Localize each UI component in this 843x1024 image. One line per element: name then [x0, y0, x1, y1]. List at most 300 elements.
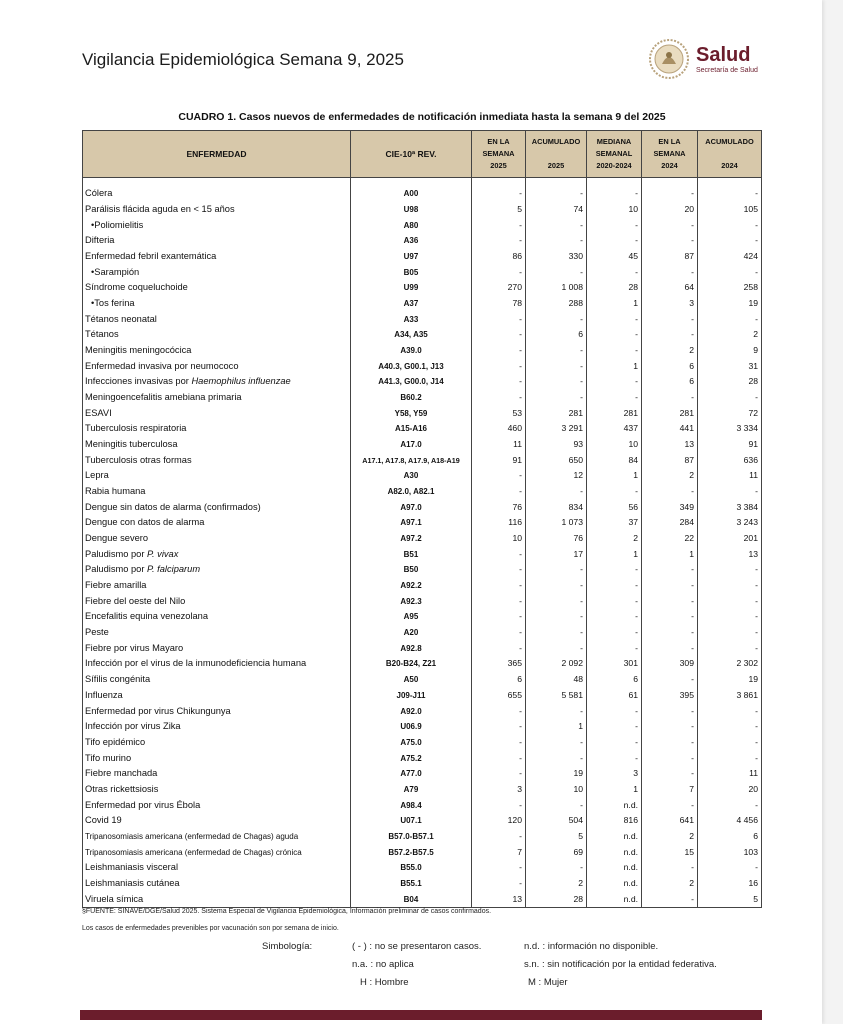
median-value: 3 — [587, 766, 642, 782]
median-value: - — [587, 735, 642, 751]
cie-code: U97 — [351, 249, 472, 265]
table-spacer-row — [83, 178, 762, 187]
disease-label: •Poliomielitis — [91, 219, 144, 230]
accumulated-2025-value: 5 581 — [526, 688, 587, 704]
week-2025-value: - — [472, 358, 526, 374]
cie-code: A97.1 — [351, 515, 472, 531]
week-2024-value: - — [642, 609, 698, 625]
disease-name — [83, 844, 351, 860]
cie-code: A40.3, G00.1, J13 — [351, 358, 472, 374]
accumulated-2024-value: 3 861 — [698, 688, 762, 704]
disease-name — [83, 750, 351, 766]
week-2024-value: - — [642, 562, 698, 578]
week-2025-value: 5 — [472, 202, 526, 218]
disease-name — [83, 390, 351, 406]
disease-name — [83, 609, 351, 625]
disease-label: Lepra — [85, 470, 109, 481]
week-2024-value: 284 — [642, 515, 698, 531]
accumulated-2025-value: - — [526, 703, 587, 719]
week-2024-value: 6 — [642, 374, 698, 390]
cie-code: A34, A35 — [351, 327, 472, 343]
accumulated-2025-value: 2 092 — [526, 656, 587, 672]
disease-name — [83, 593, 351, 609]
week-2024-value: 6 — [642, 358, 698, 374]
disease-name — [83, 499, 351, 515]
disease-label: Meningoencefalitis amebiana primaria — [85, 392, 242, 403]
header-week-2024 — [642, 131, 698, 178]
week-2024-value: 281 — [642, 405, 698, 421]
table-row — [83, 766, 762, 782]
header-accumulated-2024 — [698, 131, 762, 178]
disease-name — [83, 829, 351, 845]
accumulated-2024-value: 28 — [698, 374, 762, 390]
cie-code: Y58, Y59 — [351, 405, 472, 421]
table-row — [83, 186, 762, 202]
disease-label: Tifo epidémico — [85, 736, 146, 747]
header-line: SEMANA — [653, 149, 686, 158]
accumulated-2024-value: 31 — [698, 358, 762, 374]
median-value: 84 — [587, 452, 642, 468]
accumulated-2025-value: 2 — [526, 876, 587, 892]
accumulated-2025-value: 17 — [526, 546, 587, 562]
accumulated-2025-value: 48 — [526, 672, 587, 688]
week-2025-value: - — [472, 374, 526, 390]
table-row — [83, 703, 762, 719]
median-value: 10 — [587, 437, 642, 453]
disease-name — [83, 766, 351, 782]
accumulated-2025-value: 5 — [526, 829, 587, 845]
disease-label: Sífilis congénita — [85, 674, 151, 685]
footnote-note: Los casos de enfermedades prevenibles por vacunación son por semana de inicio. — [82, 925, 339, 932]
symbology-nd: n.d. : información no disponible. — [524, 941, 659, 952]
week-2024-value: 22 — [642, 531, 698, 547]
week-2024-value: - — [642, 593, 698, 609]
cie-code: A97.0 — [351, 499, 472, 515]
week-2024-value: - — [642, 860, 698, 876]
week-2025-value: - — [472, 343, 526, 359]
week-2024-value: 15 — [642, 844, 698, 860]
table-row — [83, 264, 762, 280]
median-value: - — [587, 217, 642, 233]
cases-table — [82, 130, 762, 908]
week-2025-value: 120 — [472, 813, 526, 829]
cie-code: A98.4 — [351, 797, 472, 813]
disease-label: Infección por virus Zika — [85, 721, 181, 732]
week-2024-value: 441 — [642, 421, 698, 437]
median-value: 10 — [587, 202, 642, 218]
week-2024-value: - — [642, 750, 698, 766]
header-line: SEMANAL — [595, 149, 633, 158]
accumulated-2024-value: 91 — [698, 437, 762, 453]
disease-label-italic: Haemophilus influenzae — [191, 376, 291, 387]
table-row — [83, 672, 762, 688]
table-body — [83, 178, 762, 908]
disease-label: Fiebre manchada — [85, 768, 158, 779]
week-2025-value: - — [472, 562, 526, 578]
accumulated-2025-value: 19 — [526, 766, 587, 782]
accumulated-2024-value: - — [698, 640, 762, 656]
accumulated-2024-value: 11 — [698, 766, 762, 782]
header-line: SEMANA — [482, 149, 515, 158]
cie-code: A30 — [351, 468, 472, 484]
table-row — [83, 233, 762, 249]
disease-label: Otras rickettsiosis — [85, 783, 159, 794]
accumulated-2025-value: 330 — [526, 249, 587, 265]
cie-code: A82.0, A82.1 — [351, 484, 472, 500]
cie-code: A95 — [351, 609, 472, 625]
table-row — [83, 625, 762, 641]
week-2025-value: - — [472, 264, 526, 280]
disease-label: Enfermedad febril exantemática — [85, 251, 217, 262]
disease-label: Difteria — [85, 235, 115, 246]
week-2025-value: - — [472, 703, 526, 719]
cie-code: A39.0 — [351, 343, 472, 359]
disease-name — [83, 625, 351, 641]
accumulated-2025-value: - — [526, 186, 587, 202]
accumulated-2024-value: 19 — [698, 672, 762, 688]
disease-name — [83, 249, 351, 265]
disease-label: Dengue con datos de alarma — [85, 517, 205, 528]
disease-label: Viruela símica — [85, 893, 144, 904]
cie-code: A92.3 — [351, 593, 472, 609]
header-line: 2024 — [721, 161, 738, 170]
week-2024-value: 349 — [642, 499, 698, 515]
accumulated-2024-value: - — [698, 735, 762, 751]
table-row — [83, 217, 762, 233]
disease-name — [83, 468, 351, 484]
cie-code: A37 — [351, 296, 472, 312]
accumulated-2024-value: - — [698, 484, 762, 500]
disease-name — [83, 452, 351, 468]
week-2024-value: - — [642, 217, 698, 233]
median-value: 61 — [587, 688, 642, 704]
disease-label: Tuberculosis respiratoria — [85, 423, 187, 434]
week-2024-value: - — [642, 891, 698, 907]
accumulated-2025-value: - — [526, 625, 587, 641]
disease-label: Dengue sin datos de alarma (confirmados) — [85, 501, 261, 512]
median-value: n.d. — [587, 860, 642, 876]
cie-code: U98 — [351, 202, 472, 218]
accumulated-2025-value: 76 — [526, 531, 587, 547]
week-2024-value: - — [642, 703, 698, 719]
accumulated-2025-value: - — [526, 797, 587, 813]
accumulated-2024-value: 72 — [698, 405, 762, 421]
accumulated-2024-value: - — [698, 593, 762, 609]
disease-label-italic: P. vivax — [147, 548, 179, 559]
median-value: 2 — [587, 531, 642, 547]
week-2024-value: - — [642, 233, 698, 249]
median-value: n.d. — [587, 829, 642, 845]
disease-name — [83, 264, 351, 280]
disease-label: Enfermedad por virus Chikungunya — [85, 705, 231, 716]
week-2025-value: - — [472, 217, 526, 233]
page-title: Vigilancia Epidemiológica Semana 9, 2025 — [82, 50, 404, 69]
median-value: n.d. — [587, 844, 642, 860]
accumulated-2025-value: - — [526, 264, 587, 280]
disease-name — [83, 797, 351, 813]
accumulated-2024-value: 103 — [698, 844, 762, 860]
table-row — [83, 327, 762, 343]
accumulated-2024-value: 3 334 — [698, 421, 762, 437]
disease-label: Infección por el virus de la inmunodeficiencia humana — [85, 658, 307, 669]
header-line: ACUMULADO — [531, 137, 581, 146]
week-2025-value: - — [472, 876, 526, 892]
week-2024-value: 1 — [642, 546, 698, 562]
accumulated-2025-value: 10 — [526, 782, 587, 798]
cie-code: U07.1 — [351, 813, 472, 829]
week-2025-value: 91 — [472, 452, 526, 468]
week-2024-value: - — [642, 735, 698, 751]
accumulated-2025-value: - — [526, 358, 587, 374]
median-value: 816 — [587, 813, 642, 829]
cie-code: U06.9 — [351, 719, 472, 735]
week-2024-value: 2 — [642, 343, 698, 359]
table-row — [83, 202, 762, 218]
disease-name — [83, 374, 351, 390]
week-2025-value: - — [472, 860, 526, 876]
cie-code: J09-J11 — [351, 688, 472, 704]
week-2025-value: 365 — [472, 656, 526, 672]
week-2025-value: - — [472, 233, 526, 249]
disease-label: Meningitis tuberculosa — [85, 439, 178, 450]
disease-name — [83, 358, 351, 374]
week-2025-value: 76 — [472, 499, 526, 515]
table-row — [83, 876, 762, 892]
table-row — [83, 531, 762, 547]
accumulated-2024-value: 258 — [698, 280, 762, 296]
table-row — [83, 640, 762, 656]
accumulated-2025-value: 1 — [526, 719, 587, 735]
footnote-source: §FUENTE: SINAVE/DGE/Salud 2025. Sistema Especial de Vigilancia Epidemiológica, Información preliminar de casos confirmados. — [82, 908, 492, 915]
cie-code: B20-B24, Z21 — [351, 656, 472, 672]
accumulated-2024-value: - — [698, 217, 762, 233]
accumulated-2025-value: - — [526, 735, 587, 751]
disease-name — [83, 484, 351, 500]
accumulated-2025-value: - — [526, 593, 587, 609]
disease-label: Covid 19 — [85, 815, 122, 826]
disease-name — [83, 782, 351, 798]
week-2025-value: - — [472, 750, 526, 766]
accumulated-2024-value: 424 — [698, 249, 762, 265]
accumulated-2025-value: 3 291 — [526, 421, 587, 437]
cie-code: A41.3, G00.0, J14 — [351, 374, 472, 390]
median-value: - — [587, 562, 642, 578]
median-value: - — [587, 186, 642, 202]
median-value: - — [587, 374, 642, 390]
accumulated-2024-value: - — [698, 233, 762, 249]
header-line: 2025 — [547, 161, 565, 170]
median-value: - — [587, 264, 642, 280]
median-value: 301 — [587, 656, 642, 672]
week-2025-value: - — [472, 609, 526, 625]
header-week-2025 — [472, 131, 526, 178]
week-2024-value: 3 — [642, 296, 698, 312]
week-2025-value: 13 — [472, 891, 526, 907]
week-2025-value: 11 — [472, 437, 526, 453]
disease-label: Paludismo por — [85, 548, 148, 559]
disease-name — [83, 280, 351, 296]
week-2024-value: 13 — [642, 437, 698, 453]
footer-bar — [80, 1010, 762, 1020]
median-value: - — [587, 625, 642, 641]
week-2025-value: - — [472, 186, 526, 202]
table-row — [83, 688, 762, 704]
week-2025-value: - — [472, 719, 526, 735]
week-2025-value: - — [472, 311, 526, 327]
table-row — [83, 405, 762, 421]
median-value: n.d. — [587, 891, 642, 907]
median-value: - — [587, 593, 642, 609]
table-row — [83, 719, 762, 735]
accumulated-2024-value: - — [698, 719, 762, 735]
accumulated-2025-value: 93 — [526, 437, 587, 453]
disease-name — [83, 343, 351, 359]
header-line: ACUMULADO — [705, 137, 754, 146]
disease-label: Fiebre amarilla — [85, 580, 147, 591]
accumulated-2024-value: 4 456 — [698, 813, 762, 829]
cie-code: A00 — [351, 186, 472, 202]
accumulated-2025-value: 74 — [526, 202, 587, 218]
header-line: 2025 — [490, 161, 507, 170]
accumulated-2024-value: - — [698, 390, 762, 406]
header-line: MEDIANA — [596, 137, 632, 146]
accumulated-2024-value: 201 — [698, 531, 762, 547]
disease-name — [83, 531, 351, 547]
week-2024-value: - — [642, 264, 698, 280]
table-row — [83, 358, 762, 374]
cie-code: B57.0-B57.1 — [351, 829, 472, 845]
table-row — [83, 546, 762, 562]
header-line: EN LA — [658, 137, 681, 146]
accumulated-2024-value: - — [698, 625, 762, 641]
cie-code: A36 — [351, 233, 472, 249]
median-value: n.d. — [587, 797, 642, 813]
table-row — [83, 829, 762, 845]
median-value: - — [587, 484, 642, 500]
accumulated-2025-value: - — [526, 640, 587, 656]
accumulated-2024-value: - — [698, 860, 762, 876]
disease-label: Tripanosomiasis americana (enfermedad de Chagas) aguda — [85, 831, 299, 841]
median-value: - — [587, 578, 642, 594]
week-2024-value: 309 — [642, 656, 698, 672]
cie-code: A17.0 — [351, 437, 472, 453]
week-2024-value: 87 — [642, 452, 698, 468]
table-row — [83, 562, 762, 578]
disease-label: •Tos ferina — [91, 298, 135, 309]
accumulated-2025-value: 1 073 — [526, 515, 587, 531]
table-row — [83, 860, 762, 876]
accumulated-2024-value: 105 — [698, 202, 762, 218]
disease-name — [83, 672, 351, 688]
disease-label: Síndrome coqueluchoide — [85, 282, 188, 293]
week-2025-value: 86 — [472, 249, 526, 265]
symbology-na: n.a. : no aplica — [352, 959, 414, 970]
cie-code: A50 — [351, 672, 472, 688]
week-2025-value: 53 — [472, 405, 526, 421]
table-row — [83, 797, 762, 813]
accumulated-2025-value: 281 — [526, 405, 587, 421]
cie-code: A92.0 — [351, 703, 472, 719]
disease-label: Tétanos neonatal — [85, 313, 157, 324]
week-2025-value: 6 — [472, 672, 526, 688]
accumulated-2025-value: 28 — [526, 891, 587, 907]
header-line: 2020-2024 — [596, 161, 632, 170]
disease-label: Tuberculosis otras formas — [85, 454, 192, 465]
disease-label: Peste — [85, 627, 109, 638]
symbology-label: Simbología: — [262, 941, 313, 952]
disease-label-italic: P. falciparum — [147, 564, 201, 575]
week-2024-value: 20 — [642, 202, 698, 218]
symbology-h: H : Hombre — [360, 977, 409, 988]
cie-code: B51 — [351, 546, 472, 562]
week-2024-value: 641 — [642, 813, 698, 829]
accumulated-2024-value: 2 — [698, 327, 762, 343]
disease-name — [83, 891, 351, 907]
table-row — [83, 374, 762, 390]
median-value: 28 — [587, 280, 642, 296]
table-row — [83, 813, 762, 829]
median-value: n.d. — [587, 876, 642, 892]
median-value: 6 — [587, 672, 642, 688]
disease-name — [83, 437, 351, 453]
disease-label: Rabia humana — [85, 486, 146, 497]
disease-label: Infecciones invasivas por — [85, 376, 192, 387]
cie-code: A80 — [351, 217, 472, 233]
accumulated-2025-value: 1 008 — [526, 280, 587, 296]
week-2024-value: - — [642, 672, 698, 688]
accumulated-2025-value: - — [526, 484, 587, 500]
accumulated-2025-value: - — [526, 562, 587, 578]
week-2025-value: - — [472, 829, 526, 845]
salud-logo — [648, 38, 778, 82]
table-row — [83, 844, 762, 860]
accumulated-2024-value: - — [698, 578, 762, 594]
disease-name — [83, 735, 351, 751]
table-row — [83, 515, 762, 531]
table-row — [83, 280, 762, 296]
median-value: - — [587, 390, 642, 406]
accumulated-2024-value: 5 — [698, 891, 762, 907]
symbology-m: M : Mujer — [528, 977, 568, 988]
week-2024-value: 2 — [642, 829, 698, 845]
disease-name — [83, 405, 351, 421]
table-row — [83, 437, 762, 453]
disease-label: Leishmaniasis visceral — [85, 862, 179, 873]
disease-label: Fiebre por virus Mayaro — [85, 642, 184, 653]
brand-subtitle: Secretaría de Salud — [696, 67, 758, 74]
accumulated-2025-value: - — [526, 343, 587, 359]
cie-code: B57.2-B57.5 — [351, 844, 472, 860]
header-accumulated-2025 — [526, 131, 587, 178]
cie-code: A77.0 — [351, 766, 472, 782]
accumulated-2025-value: - — [526, 578, 587, 594]
accumulated-2024-value: 3 243 — [698, 515, 762, 531]
accumulated-2024-value: - — [698, 264, 762, 280]
week-2024-value: - — [642, 766, 698, 782]
accumulated-2025-value: 650 — [526, 452, 587, 468]
accumulated-2025-value: 504 — [526, 813, 587, 829]
cie-code: A20 — [351, 625, 472, 641]
disease-label: Parálisis flácida aguda en < 15 años — [85, 204, 235, 214]
disease-name — [83, 703, 351, 719]
week-2025-value: 655 — [472, 688, 526, 704]
week-2025-value: - — [472, 390, 526, 406]
median-value: 56 — [587, 499, 642, 515]
cie-code: B50 — [351, 562, 472, 578]
week-2024-value: - — [642, 578, 698, 594]
cie-code: A33 — [351, 311, 472, 327]
disease-name — [83, 656, 351, 672]
